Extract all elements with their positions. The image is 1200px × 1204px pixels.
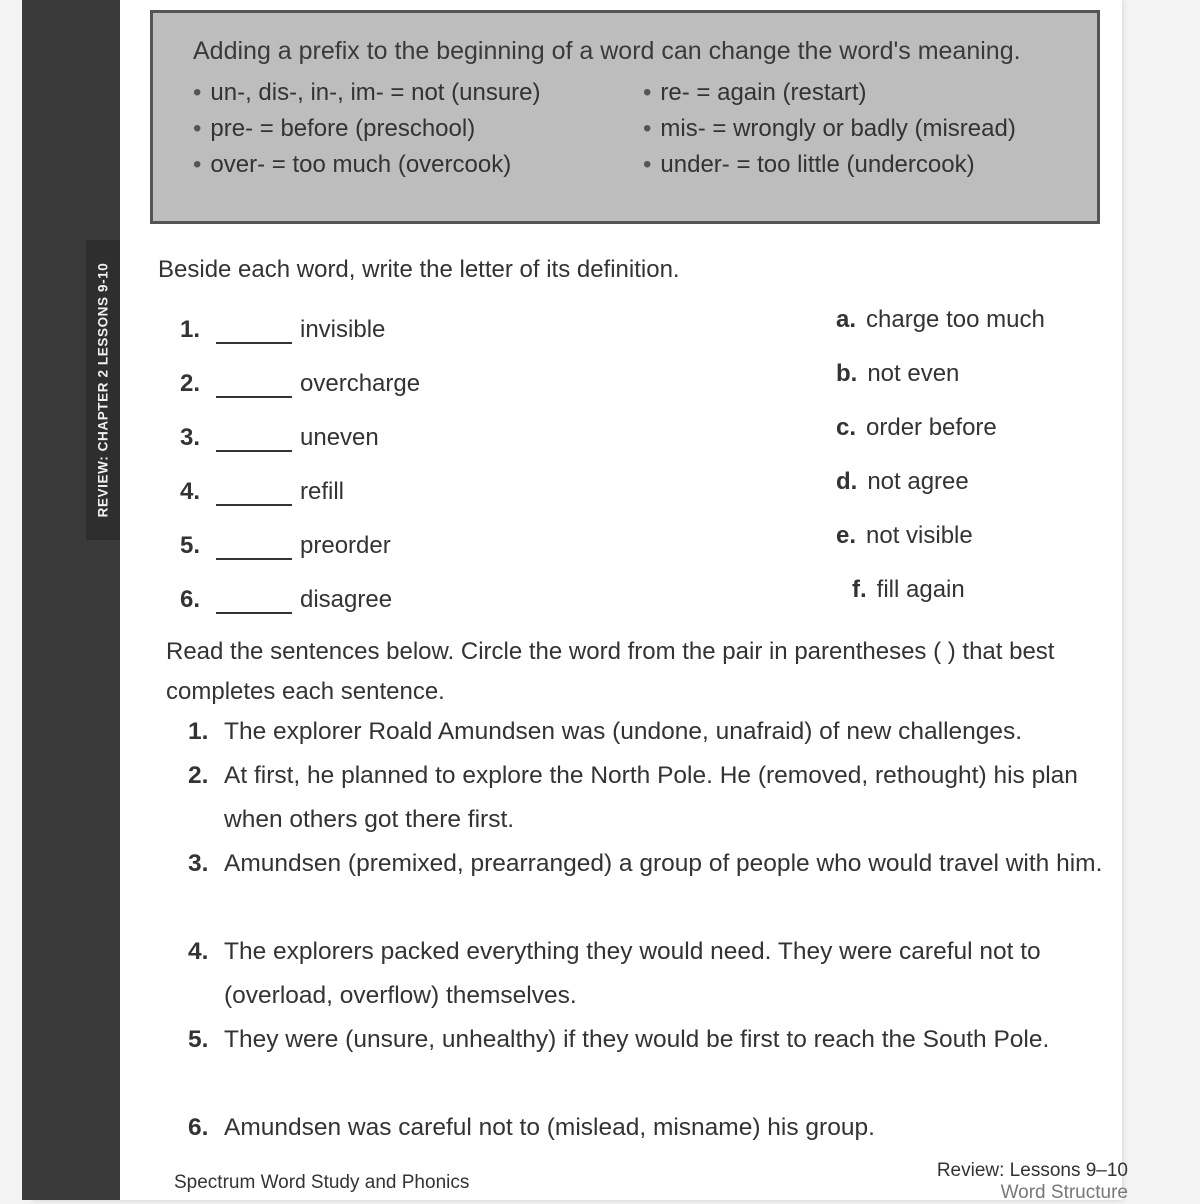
sentence-item xyxy=(188,754,1128,842)
matching-row xyxy=(180,582,1140,622)
sentence-text[interactable]: The explorers packed everything they would need. They were careful not to (overload, overflow) themselves. xyxy=(224,938,1041,1009)
definition-text: fill again xyxy=(876,576,965,603)
sentence-item xyxy=(188,710,1128,754)
definition-letter: d. xyxy=(836,468,858,495)
sentence-text[interactable]: Amundsen was careful not to (mislead, misname) his group. xyxy=(224,1114,875,1141)
item-number: 2. xyxy=(180,370,201,397)
definition-text: not even xyxy=(867,360,960,387)
item-number: 1. xyxy=(180,316,201,343)
definition-text: charge too much xyxy=(866,306,1045,333)
definition-text: not agree xyxy=(867,468,969,495)
tip-intro: Adding a prefix to the beginning of a word can change the word's meaning. xyxy=(193,37,1021,65)
sentence-list xyxy=(188,710,1128,1150)
sentence-number: 1. xyxy=(188,718,209,745)
definition xyxy=(836,360,959,388)
tip-list-left xyxy=(193,75,643,183)
tip-item: • mis- = wrongly or badly (misread) xyxy=(643,111,1016,147)
footer-lesson-title: Review: Lessons 9–10 xyxy=(936,1160,1128,1181)
item-number: 6. xyxy=(180,586,201,613)
tip-item: • re- = again (restart) xyxy=(643,75,1016,111)
definition xyxy=(836,414,997,442)
tip-columns xyxy=(193,75,1071,183)
item-number: 4. xyxy=(180,478,201,505)
page-spine xyxy=(22,0,120,1200)
definition-letter: e. xyxy=(836,522,857,549)
answer-blank[interactable] xyxy=(216,504,292,506)
sentence-item xyxy=(188,930,1128,1018)
matching-row xyxy=(180,474,1140,514)
match-word: refill xyxy=(300,478,345,505)
matching-instruction: Beside each word, write the letter of its definition. xyxy=(158,256,680,283)
sentence-text[interactable]: Amundsen (premixed, prearranged) a group of people who would travel with him. xyxy=(224,850,1103,877)
sentence-number: 2. xyxy=(188,762,209,789)
tip-item: • pre- = before (preschool) xyxy=(193,111,643,147)
chapter-label: REVIEW: CHAPTER 2 LESSONS 9-10 xyxy=(95,262,111,518)
definition-letter: a. xyxy=(836,306,857,333)
tip-list-right xyxy=(643,75,1016,183)
matching-row xyxy=(180,366,1140,406)
definition xyxy=(836,306,1045,334)
sentence-item xyxy=(188,1018,1128,1106)
definition-text: order before xyxy=(866,414,997,441)
prefix-tip-box xyxy=(150,10,1100,224)
footer-subtitle: Word Structure xyxy=(1000,1182,1128,1203)
definition-letter: f. xyxy=(852,576,867,603)
match-word: invisible xyxy=(300,316,386,343)
sentence-text[interactable]: They were (unsure, unhealthy) if they would be first to reach the South Pole. xyxy=(224,1026,1050,1053)
match-word: uneven xyxy=(300,424,379,451)
sentence-text[interactable]: The explorer Roald Amundsen was (undone, unafraid) of new challenges. xyxy=(224,718,1023,745)
answer-blank[interactable] xyxy=(216,396,292,398)
definition xyxy=(836,522,973,550)
sentence-item xyxy=(188,842,1128,930)
circle-instruction: Read the sentences below. Circle the word from the pair in parentheses ( ) that best completes each sentence. xyxy=(166,638,1055,705)
sentence-number: 4. xyxy=(188,938,209,965)
definition-text: not visible xyxy=(866,522,973,549)
answer-blank[interactable] xyxy=(216,342,292,344)
item-number: 5. xyxy=(180,532,201,559)
sentence-item xyxy=(188,1106,1128,1150)
tip-item: • un-, dis-, in-, im- = not (unsure) xyxy=(193,75,643,111)
sentence-number: 6. xyxy=(188,1114,209,1141)
matching-row xyxy=(180,528,1140,568)
footer-section xyxy=(900,1160,1128,1204)
item-number: 3. xyxy=(180,424,201,451)
sentence-number: 5. xyxy=(188,1026,209,1053)
match-word: disagree xyxy=(300,586,393,613)
definition xyxy=(852,576,965,604)
definition-letter: b. xyxy=(836,360,858,387)
definition-letter: c. xyxy=(836,414,857,441)
definition xyxy=(836,468,969,496)
sentence-text[interactable]: At first, he planned to explore the North Pole. He (removed, rethought) his plan when others got there first. xyxy=(224,762,1078,833)
answer-blank[interactable] xyxy=(216,612,292,614)
match-word: overcharge xyxy=(300,370,421,397)
sentence-number: 3. xyxy=(188,850,209,877)
answer-blank[interactable] xyxy=(216,558,292,560)
tip-item: • over- = too much (overcook) xyxy=(193,147,643,183)
match-word: preorder xyxy=(300,532,391,559)
answer-blank[interactable] xyxy=(216,450,292,452)
footer-book-title: Spectrum Word Study and Phonics xyxy=(174,1172,470,1193)
tip-item: • under- = too little (undercook) xyxy=(643,147,1016,183)
